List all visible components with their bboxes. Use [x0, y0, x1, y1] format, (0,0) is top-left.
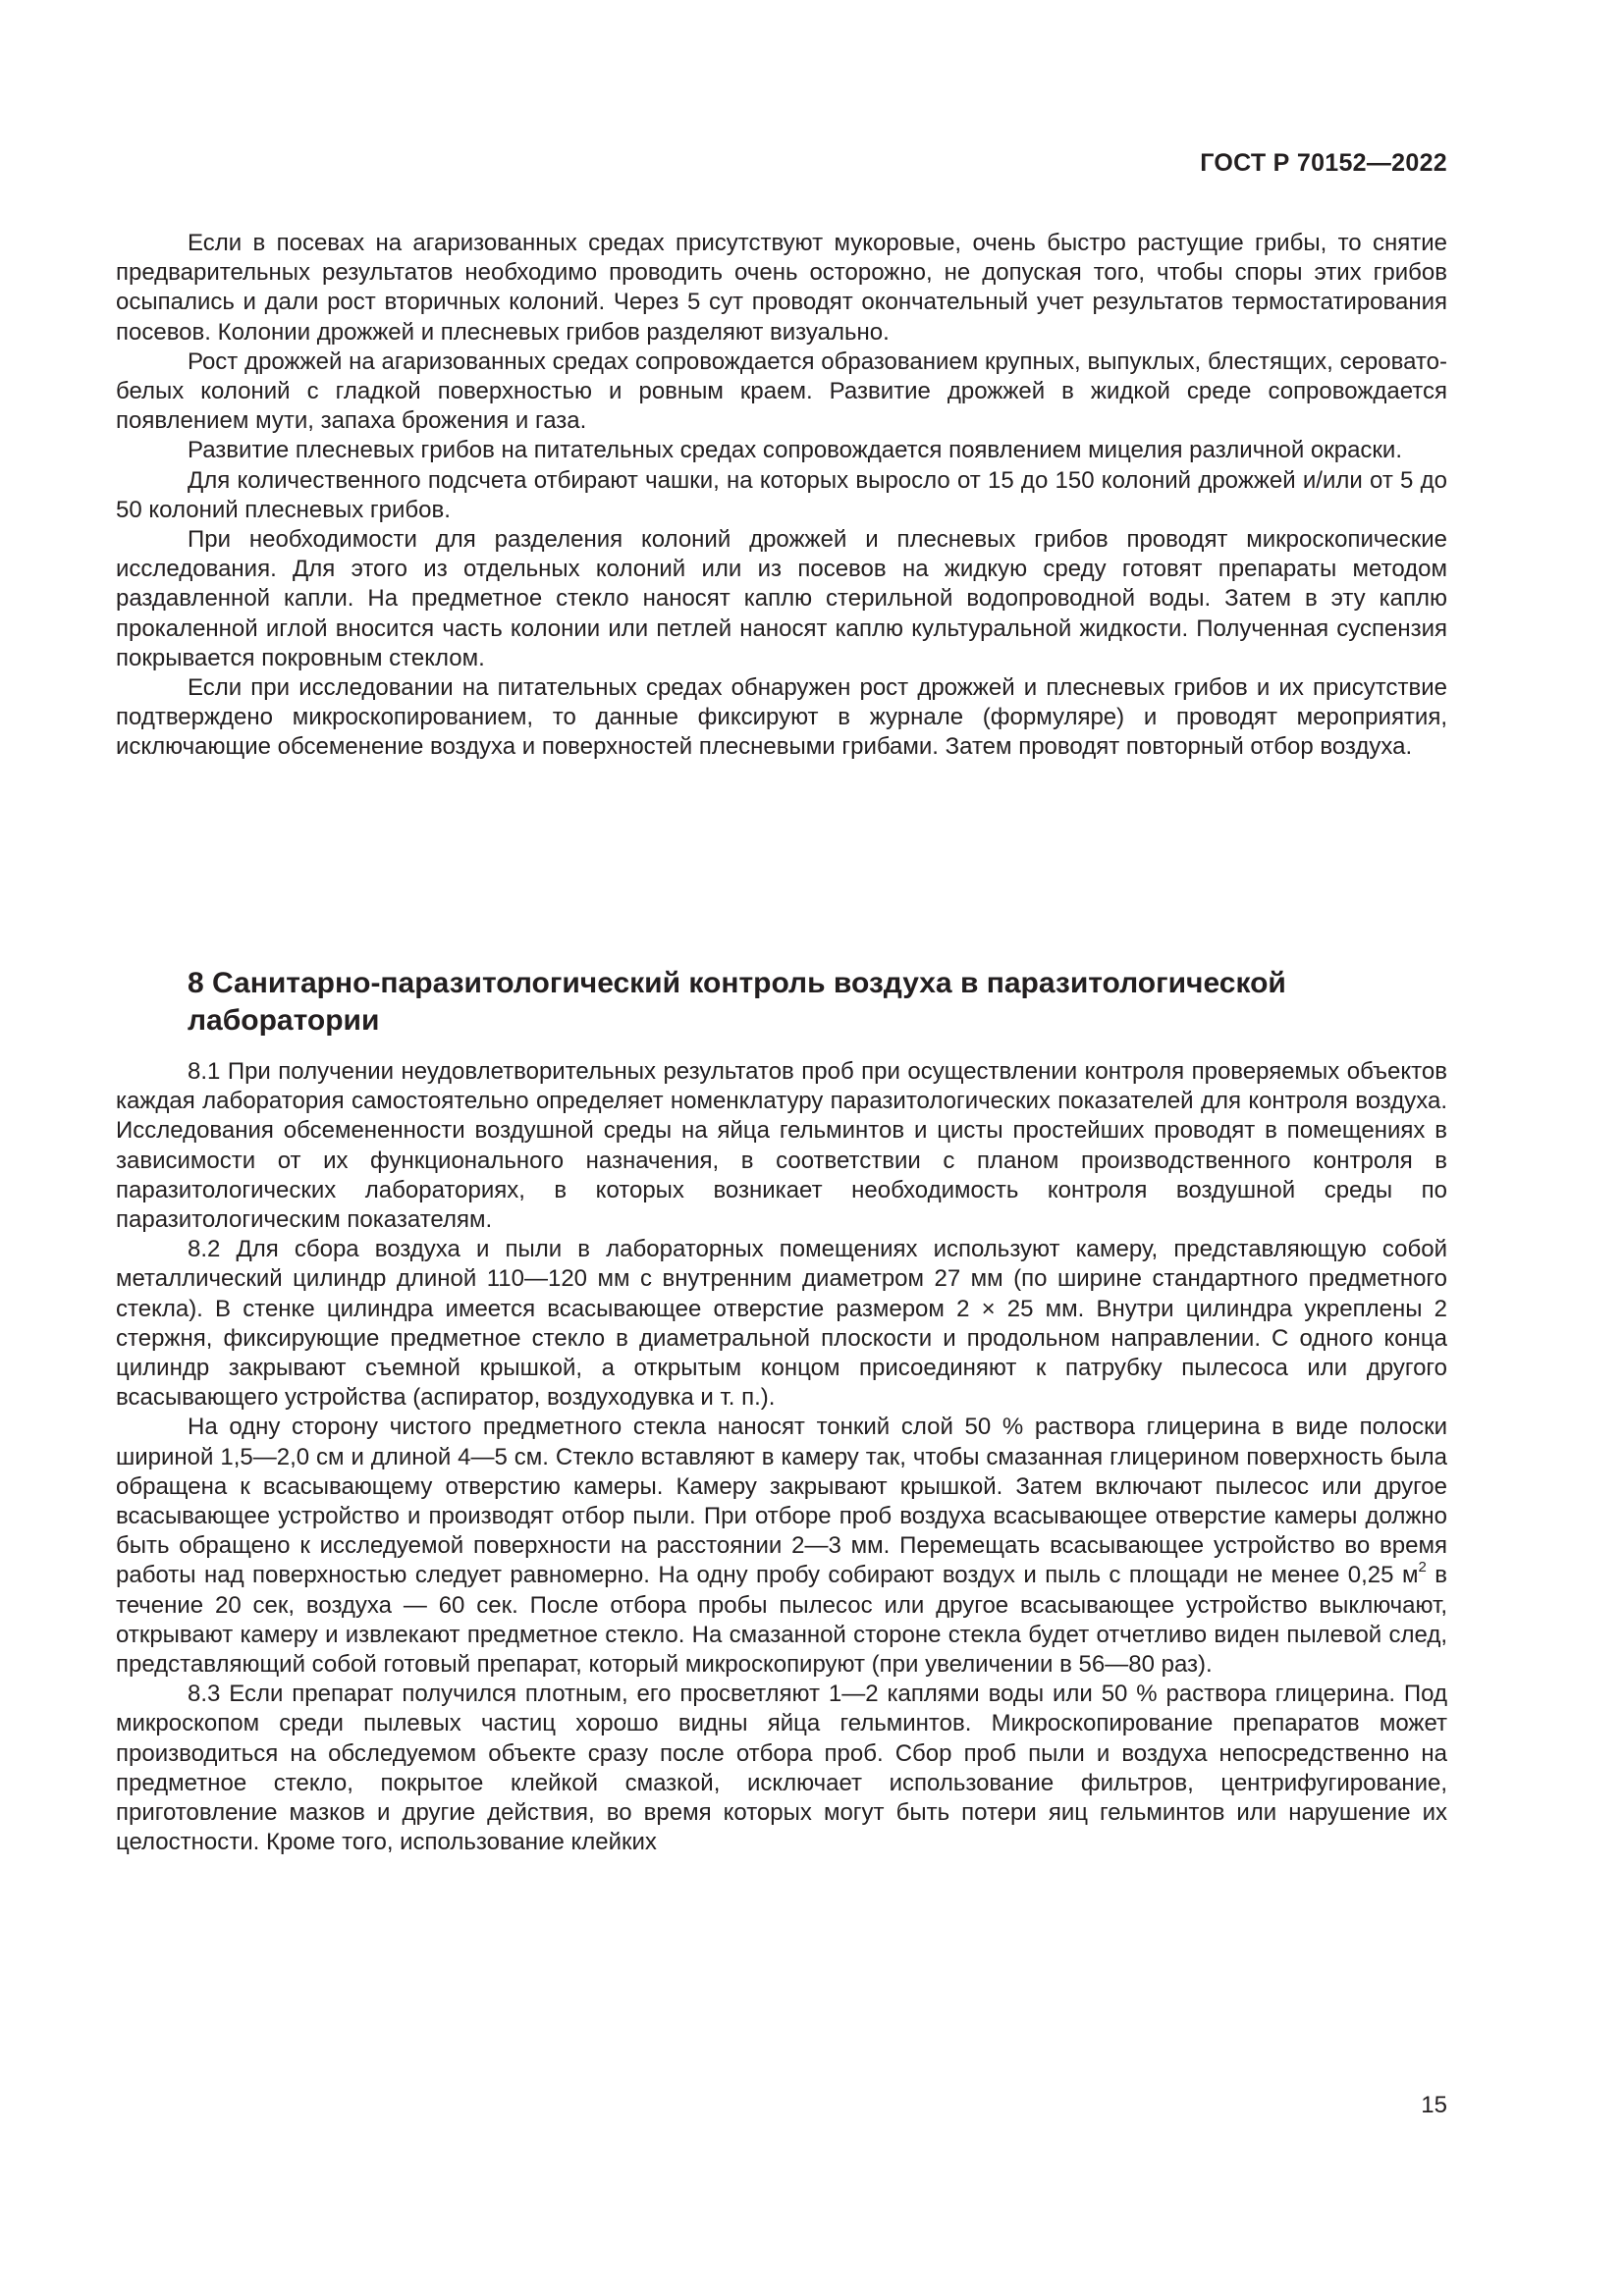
paragraph-8-2-continued [116, 1413, 1447, 1680]
section-heading-line: 8 Санитарно-паразитологический контроль воздуха в паразитологической [188, 967, 1286, 999]
paragraph-8-1: 8.1 При получении неудовлетворительных результатов проб при осуществлении контроля проверяемых объектов каждая лаборатория самостоятельно определяет номенклатуру паразитологических показателей для контроля воздуха. Исследования обсемененности воздушной среды на яйца гельминтов и цисты простейших проводят в помещениях в зависимости от их функционального назначения, в соответствии с планом производственного контроля в паразитологических лабораториях, в которых возникает необходимость контроля воздушной среды по паразитологическим показателям. [116, 1058, 1447, 1234]
paragraph: Развитие плесневых грибов на питательных средах сопровождается появлением мицелия различной окраски. [188, 437, 1403, 464]
paragraph: При необходимости для разделения колоний дрожжей и плесневых грибов проводят микроскопические исследования. Для этого из отдельных колоний или из посевов на жидкую среду готовят препараты методом раздавленной капли. На предметное стекло наносят каплю стерильной водопроводной воды. Затем в эту каплю прокаленной иглой вносится часть колонии или петлей наносят каплю культуральной жидкости. Полученная суспензия покрывается покровным стеклом. [116, 526, 1447, 671]
document-id-header: ГОСТ Р 70152—2022 [1200, 149, 1447, 177]
paragraph: Если в посевах на агаризованных средах присутствуют мукоровые, очень быстро растущие грибы, то снятие предварительных результатов необходимо проводить очень осторожно, не допуская того, чтобы споры этих грибов осыпались и дали рост вторичных колоний. Через 5 сут проводят окончательный учет результатов термостатирования посевов. Колонии дрожжей и плесневых грибов разделяют визуально. [116, 230, 1447, 346]
section-8-heading [116, 965, 1447, 1040]
paragraph-8-2: 8.2 Для сбора воздуха и пыли в лабораторных помещениях используют камеру, представляющую собой металлический цилиндр длиной 110—120 мм с внутренним диаметром 27 мм (по ширине стандартного предметного стекла). В стенке цилиндра имеется всасывающее отверстие размером 2 × 25 мм. Внутри цилиндра укреплены 2 стержня, фиксирующие предметное стекло в диаметральной плоскости и продольном направлении. С одного конца цилиндр закрывают съемной крышкой, а открытым концом присоединяют к патрубку пылесоса или другого всасывающего устройства (аспиратор, воздуходувка и т. п.). [116, 1236, 1447, 1412]
page-number: 15 [1421, 2092, 1447, 2118]
text-run: На одну сторону чистого предметного стекла наносят тонкий слой 50 % раствора глицерина в виде полоски шириной 1,5—2,0 см и длиной 4—5 см. Стекло вставляют в камеру так, чтобы смазанная глицерином поверхность была обращена к всасывающему отверстию камеры. Камеру закрывают крышкой. Затем включают пылесос или другое всасывающее устройство и производят отбор пыли. При отборе проб воздуха всасывающее отверстие камеры должно быть обращено к исследуемой поверхности на расстоянии 2—3 мм. Перемещать всасывающее устройство во время работы над поверхностью следует равномерно. На одну пробу собирают воздух и пыль с площади не менее 0,25 м [116, 1414, 1447, 1589]
paragraph-8-3: 8.3 Если препарат получился плотным, его просветляют 1—2 каплями воды или 50 % раствора глицерина. Под микроскопом среди пылевых частиц хорошо видны яйца гельминтов. Микроскопирование препаратов может производиться на обследуемом объекте сразу после отбора проб. Сбор проб пыли и воздуха непосредственно на предметное стекло, покрытое клейкой смазкой, исключает использование фильтров, центрифугирование, приготовление мазков и другие действия, во время которых могут быть потери яиц гельминтов или нарушение их целостности. Кроме того, использование клейких [116, 1681, 1447, 1856]
text-run: в течение 20 сек, воздуха — 60 сек. После отбора пробы пылесос или другое всасывающее устройство выключают, открывают камеру и извлекают предметное стекло. На смазанной стороне стекла будет отчетливо виден пылевой след, представляющий собой готовый препарат, который микроскопируют (при увеличении в 56—80 раз). [116, 1562, 1448, 1679]
paragraph: Рост дрожжей на агаризованных средах сопровождается образованием крупных, выпуклых, блестящих, серовато-белых колоний с гладкой поверхностью и ровным краем. Развитие дрожжей в жидкой среде сопровождается появлением мути, запаха брожения и газа. [116, 347, 1447, 435]
superscript: 2 [1418, 1559, 1427, 1576]
paragraph: Для количественного подсчета отбирают чашки, на которых выросло от 15 до 150 колоний дрожжей и/или от 5 до 50 колоний плесневых грибов. [116, 466, 1447, 523]
section-heading-line: лаборатории [188, 1004, 380, 1037]
paragraph: Если при исследовании на питательных средах обнаружен рост дрожжей и плесневых грибов и их присутствие подтверждено микроскопированием, то данные фиксируют в журнале (формуляре) и проводят мероприятия, исключающие обсеменение воздуха и поверхностей плесневыми грибами. Затем проводят повторный отбор воздуха. [116, 674, 1447, 761]
section-7-continuation [116, 229, 1447, 763]
section-8-body [116, 1057, 1447, 1857]
